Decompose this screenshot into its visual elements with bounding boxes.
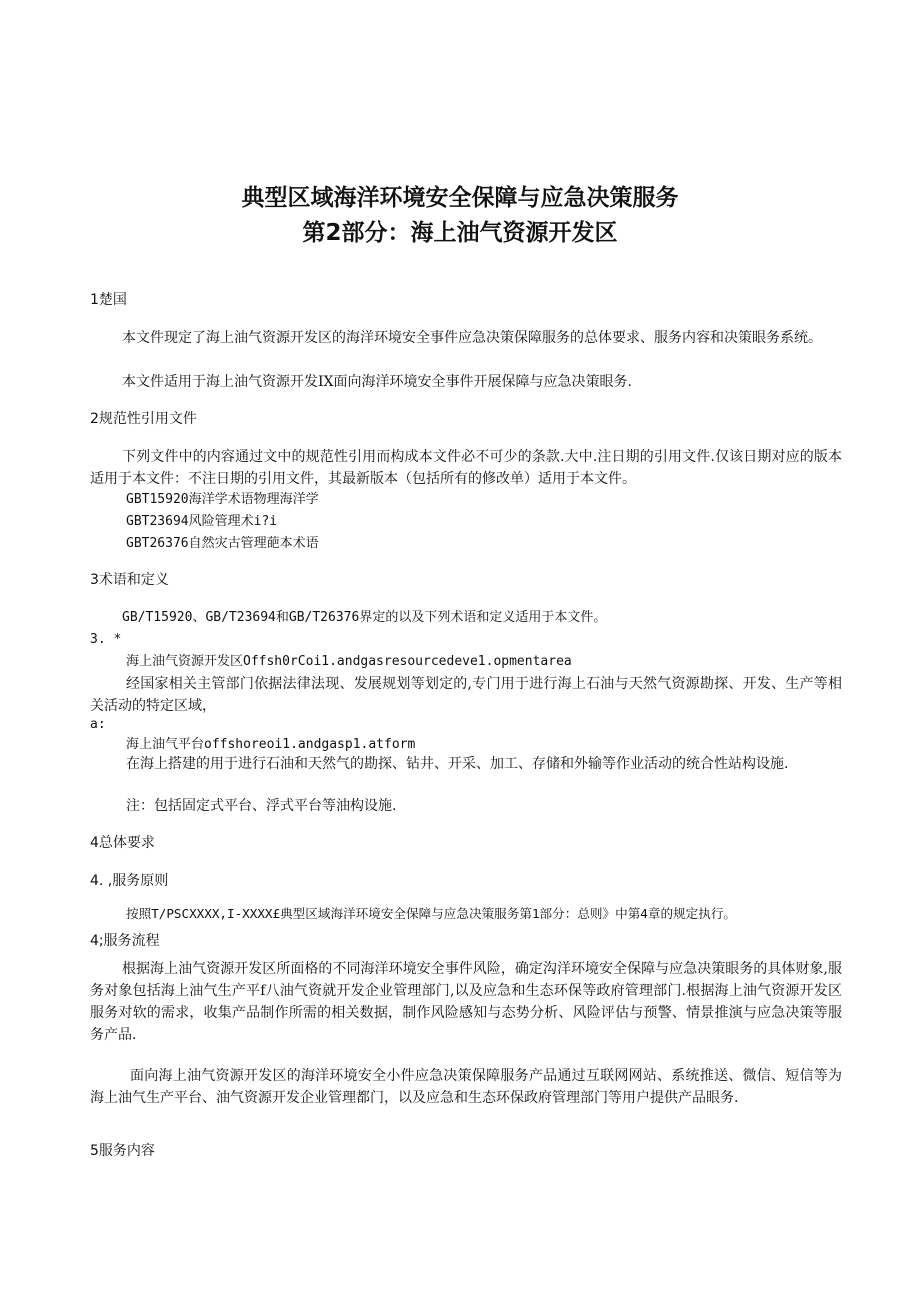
section-3-heading: 3术语和定义: [90, 572, 169, 588]
reference-item: GBT23694风险管理术i?i: [126, 514, 278, 529]
section-1-paragraph-1: 本文件现定了海上油气资源开发区的海洋环境安全事件应急决策保障服务的总体要求、服务内容和决策眼务系统。: [122, 330, 822, 346]
section-4-2-paragraph-1: 根据海上油气资源开发区所面格的不同海洋环境安全事件风险，确定沟洋环境安全保障与应急决策眼务的具体财象,服务对象包括海上油气生产平f八油气资就开发企业管理部门,以及应急和生态环保等政府管理部门.根据海上油气资源开发区服务对软的需求，收集产品制作所需的相关数据，制作风险感知与态势分析、风险评估与预警、情景推演与应急决策等服务产品.: [90, 961, 842, 1043]
section-4-1-heading: 4. ,服务原则: [90, 873, 169, 889]
section-4-1-paragraph: 按照T/PSCXXXX,I-XXXX£典型区域海洋环境安全保障与应急决策服务第1部分：总则》中第4章的规定执行。: [126, 906, 737, 921]
term-2-note: 注：包括固定式平台、浮式平台等油构设施.: [126, 798, 397, 814]
term-1-number: 3. *: [90, 632, 122, 647]
term-1-name: 海上油气资源开发区Offsh0rCoi1.andgasresourcedeve1.opmentarea: [126, 654, 572, 669]
section-2-heading: 2规范性引用文件: [90, 411, 197, 427]
section-4-2-heading: 4;服务流程: [90, 933, 160, 949]
section-4-heading: 4总体要求: [90, 835, 155, 851]
term-1-definition: 经国家相关主管部门依据法律法现、发展规划等划定的,专门用于进行海上石油与天然气资源勘探、开发、生产等相关活动的特定区域，: [90, 676, 842, 714]
section-2-paragraph: 下列文件中的内容通过文中的规范性引用而构成本文件必不可少的条款.大中.注日期的引用文件.仅该日期对应的版本适用于本文件：不注日期的引用文件，其最新版本（包括所有的修改单）适用于本文件。: [90, 449, 842, 487]
document-subtitle: 第2部分：海上油气资源开发区: [302, 220, 618, 246]
section-4-2-paragraph-2: 面向海上油气资源开发区的海洋环境安全小件应急决策保障服务产品通过互联网网站、系统推送、微信、短信等为海上油气生产平台、油气资源开发企业管理都门，以及应急和生态环保政府管理部门等用户提供产品眼务.: [90, 1068, 842, 1106]
section-5-heading: 5服务内容: [90, 1143, 155, 1159]
document-title: 典型区域海洋环境安全保障与应急决策服务: [241, 185, 679, 211]
term-2-number: a:: [90, 717, 106, 732]
term-2-name: 海上油气平台offshoreoi1.andgasp1.atform: [126, 737, 416, 752]
section-1-heading: 1楚国: [90, 292, 127, 308]
section-1-paragraph-2: 本文件适用于海上油气资源开发IX面向海洋环境安全事件开展保障与应急决策眼务.: [122, 374, 632, 390]
reference-item: GBT26376自然灾古管理葩本术语: [126, 536, 319, 551]
terms-intro: GB/T15920、GB/T23694和GB/T26376界定的以及下列术语和定义适用于本文件。: [122, 610, 607, 625]
reference-item: GBT15920海洋学术语物理海洋学: [126, 492, 319, 507]
term-2-definition: 在海上搭建的用于进行石油和天然气的勘探、钻井、开采、加工、存储和外输等作业活动的统合性站构设施.: [126, 756, 789, 772]
